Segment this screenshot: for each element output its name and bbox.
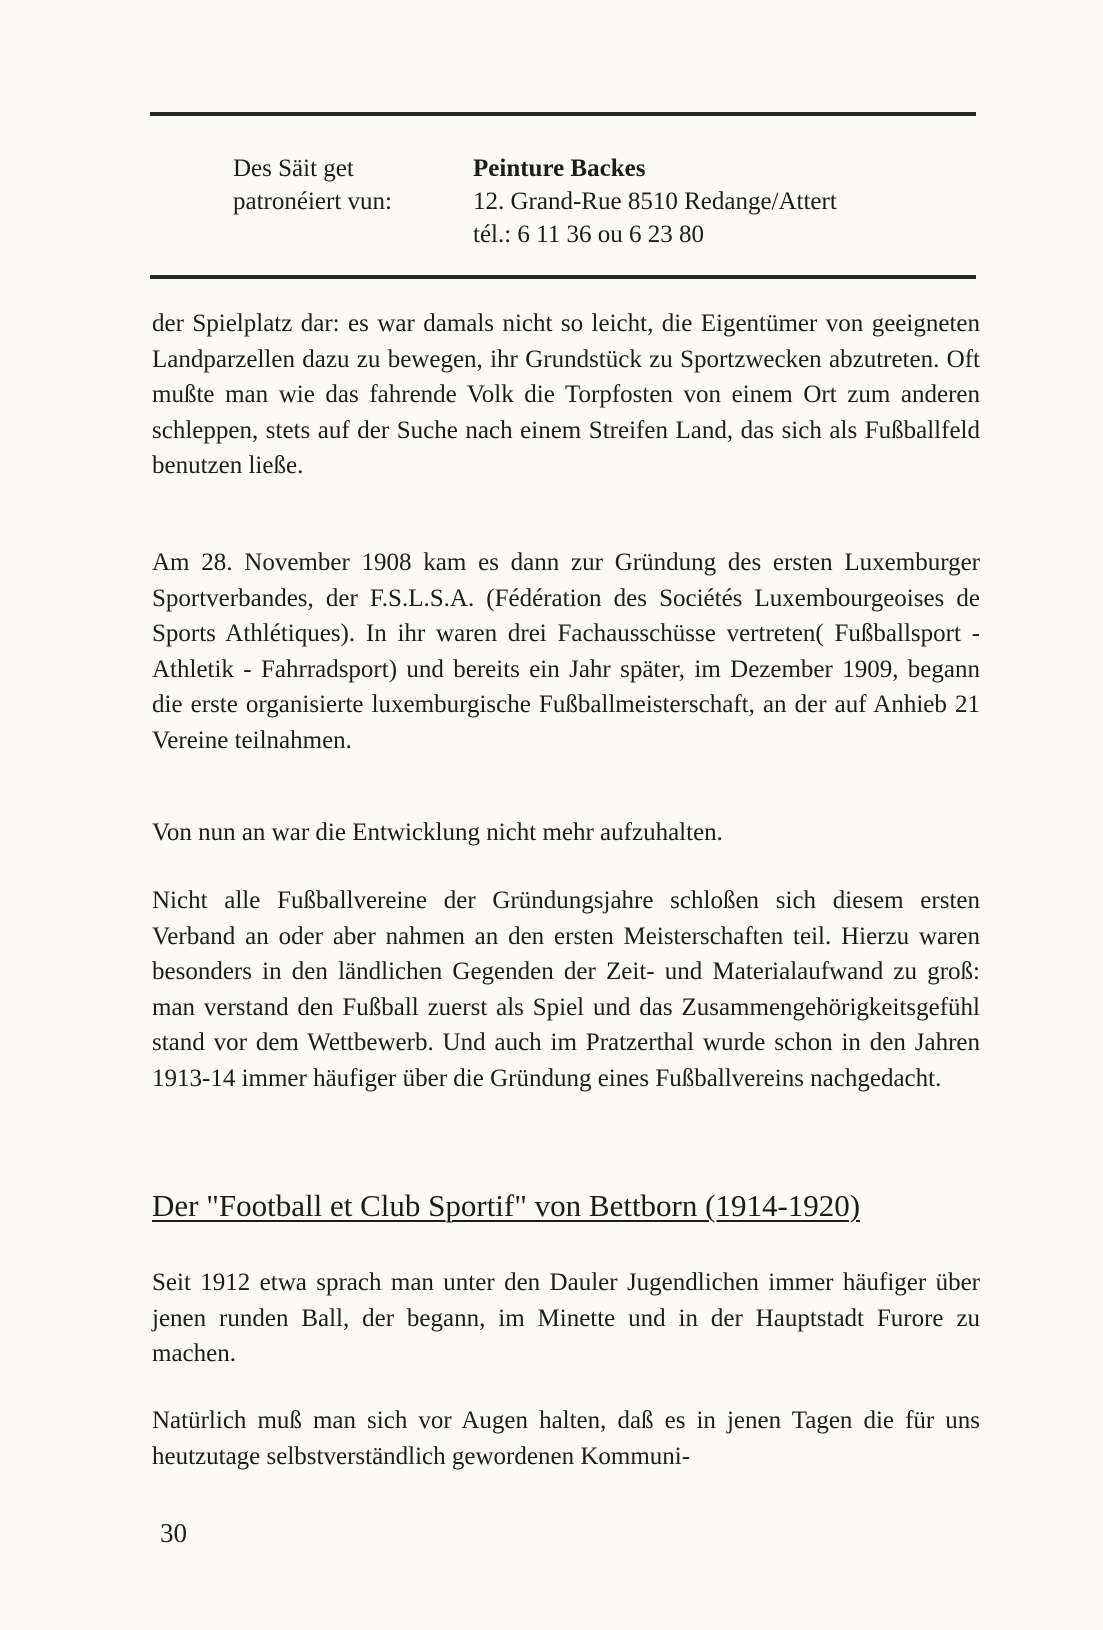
paragraph-text: der Spielplatz dar: es war damals nicht so leicht, die Eigentümer von geeigneten Landparzellen dazu zu bewegen, ihr Grundstück zu Sportzwecken abzutreten. Oft mußte man wie das fahrende Volk die Torpfosten von einem Ort zum anderen schleppen, stets auf der Suche nach einem Streifen Land, das sich als Fußballfeld benutzen ließe. [152,310,980,479]
paragraph-entwicklung [152,815,980,851]
paragraph-text: Seit 1912 etwa sprach man unter den Dauler Jugendlichen immer häufiger über jenen runden Ball, der begann, im Minette und in der Hauptstadt Furore zu machen. [152,1269,980,1367]
paragraph-text: Von nun an war die Entwicklung nicht mehr aufzuhalten. [152,819,723,846]
bottom-rule [150,275,976,279]
top-rule [150,112,976,116]
paragraph-text: Am 28. November 1908 kam es dann zur Gründung des ersten Luxemburger Sportverbandes, der F.S.L.S.A. (Fédération des Sociétés Luxembourgeoises de Sports Athlétiques). In ihr waren drei Fachausschüsse vertreten( Fußballsport - Athletik - Fahrradsport) und bereits ein Jahr später, im Dezember 1909, begann die erste organisierte luxemburgische Fußballmeisterschaft, an der auf Anhieb 21 Vereine teilnahmen. [152,549,980,754]
paragraph-spielplatz [152,306,980,484]
paragraph-gruendung [152,545,980,758]
sponsor-label [233,152,463,218]
paragraph-vereine [152,883,980,1096]
sponsor-address: 12. Grand-Rue 8510 Redange/Attert [473,188,837,215]
section-heading: Der "Football et Club Sportif" von Bettborn (1914-1920) [152,1188,861,1223]
paragraph-text: Nicht alle Fußballvereine der Gründungsjahre schloßen sich diesem ersten Verband an oder aber nahmen an den ersten Meisterschaften teil. Hierzu waren besonders in den ländlichen Gegenden der Zeit- und Materialaufwand zu groß: man verstand den Fußball zuerst als Spiel und das Zusammengehörigkeitsgefühl stand vor dem Wettbewerb. Und auch im Pratzerthal wurde schon in den Jahren 1913-14 immer häufiger über die Gründung eines Fußballvereins nachgedacht. [152,887,980,1092]
paragraph-jugendliche [152,1265,980,1372]
paragraph-kommunikation [152,1403,980,1474]
sponsor-phone: tél.: 6 11 36 ou 6 23 80 [473,221,705,248]
paragraph-text: Natürlich muß man sich vor Augen halten, daß es in jenen Tagen die für uns heutzutage selbstverständlich gewordenen Kommuni- [152,1407,980,1470]
sponsor-details [473,152,837,251]
sponsor-label-line2: patronéiert vun: [233,188,392,215]
sponsor-label-line1: Des Säit get [233,155,354,182]
page-number: 30 [160,1518,187,1548]
sponsor-name: Peinture Backes [473,155,646,182]
